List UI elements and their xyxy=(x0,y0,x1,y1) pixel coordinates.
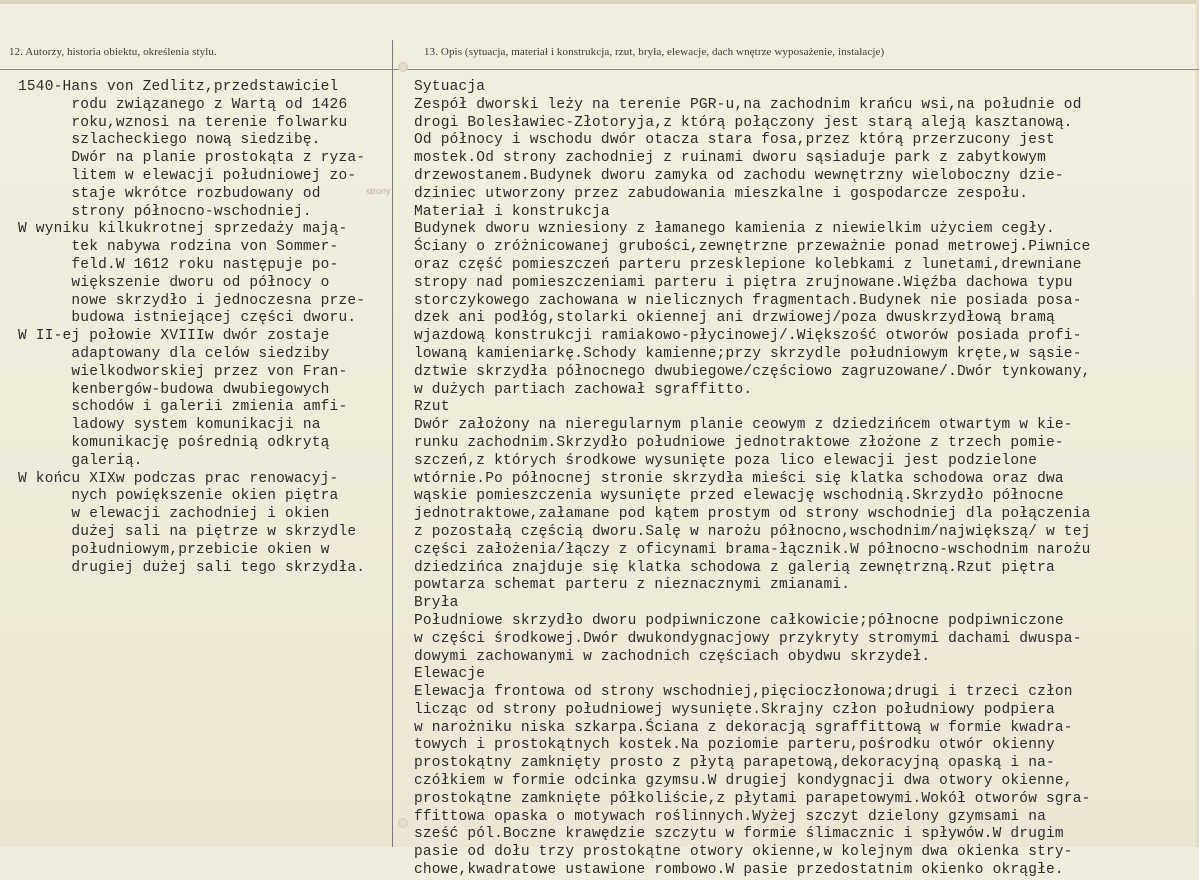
description-text-line: prostokątny zamknięty prosto z płytą parapetową,dekoracyjną opaską i na- xyxy=(414,755,1055,772)
description-text-line: mostek.Od strony zachodniej z ruinami dworu sąsiaduje park z zabytkowym xyxy=(414,150,1047,167)
history-text-line: nych powiększenie okien piętra xyxy=(18,488,339,505)
description-text-line: wjazdową konstrukcji ramiakowo-płycinowej/.Większość otworów posiada profi- xyxy=(414,328,1082,345)
description-text-line: czółkiem w formie odcinka gzymsu.W drugiej kondygnacji dwa otwory okienne, xyxy=(414,773,1073,790)
description-text-line: drzewostanem.Budynek dworu zamyka od zachodu wewnętrzny wieloboczny dzie- xyxy=(414,167,1064,184)
description-text-line: z pozostałą częścią dworu.Salę w narożu północno,wschodnim/największą/ w tej xyxy=(414,523,1091,540)
history-text-line: litem w elewacji południowej zo- xyxy=(18,167,357,184)
description-text-line: Elewacje xyxy=(414,666,486,683)
history-text-line: rodu związanego z Wartą od 1426 xyxy=(18,96,348,113)
history-text-line: strony północno-wschodniej. xyxy=(18,203,312,220)
sheet-top-edge xyxy=(0,0,1199,4)
description-text-line: Elewacja frontowa od strony wschodniej,pięcioczłonowa;drugi i trzeci człon xyxy=(414,684,1073,701)
history-text-line: południowym,przebicie okien w xyxy=(18,541,330,558)
description-text-line: Sytuacja xyxy=(414,79,486,95)
history-text-line: ladowy system komunikacji na xyxy=(18,417,321,434)
description-text-line: wtórnie.Po północnej stronie skrzydła mieści się klatka schodowa oraz dwa xyxy=(414,470,1064,487)
description-text-line: drogi Bolesławiec-Złotoryja,z którą połączony jest starą aleją kasztanową. xyxy=(414,114,1073,131)
history-text-line: tek nabywa rodzina von Sommer- xyxy=(18,239,339,256)
history-text-line: W wyniku kilkukrotnej sprzedaży mają- xyxy=(18,221,348,238)
history-text-line: nowe skrzydło i jednoczesna prze- xyxy=(18,292,366,309)
header-divider xyxy=(0,69,1199,70)
description-text-line: Materiał i konstrukcja xyxy=(414,203,610,220)
description-text-line: stropy nad pomieszczeniami parteru i piętra zrujnowane.Więźba dachowa typu xyxy=(414,274,1073,291)
description-text-line: licząc od strony południowej wysunięte.Skrajny człon południowy podpiera xyxy=(414,701,1055,718)
description-text-column xyxy=(414,79,1197,880)
history-text-line: większenie dworu od północy o xyxy=(18,274,330,291)
description-text-line: dziniec utworzony przez zabudowania mieszkalne i gospodarcze zespołu. xyxy=(414,185,1029,202)
description-text-line: sześć pól.Boczne krawędzie szczytu w formie ślimacznic i spływów.W drugim xyxy=(414,826,1064,843)
description-text-line: Ściany o zróżnicowanej grubości,zewnętrzne przeważnie ponad metrowej.Piwnice xyxy=(414,239,1091,256)
history-text-line: W końcu XIXw podczas prac renowacyj- xyxy=(18,470,339,487)
history-text-line: kenbergów-budowa dwubiegowych xyxy=(18,381,330,398)
description-text-line: Dwór założony na nieregularnym planie ceowym z dziedzińcem otwartym w kie- xyxy=(414,417,1073,434)
history-text-line: W II-ej połowie XVIIIw dwór zostaje xyxy=(18,328,330,345)
description-text-line: Bryła xyxy=(414,595,459,612)
section-13-header: 13. Opis (sytuacja, materiał i konstrukcja, rzut, bryła, elewacje, dach wnętrze wyposażenie, instalacje) xyxy=(424,46,885,58)
description-text-line: oraz część pomieszczeń parteru przesklepione kolebkami z lunetami,drewniane xyxy=(414,256,1082,273)
description-text-line: Rzut xyxy=(414,399,450,416)
history-text-line: drugiej dużej sali tego skrzydła. xyxy=(18,559,366,576)
description-text-line: szczeń,z których środkowe wysunięte poza lico elewacji jest podzielone xyxy=(414,452,1038,469)
description-text-line: pasie od dołu trzy prostokątne otwory okienne,w kolejnym dwa okienka stry- xyxy=(414,844,1073,861)
description-text-line: storczykowego zachowana w nielicznych fragmentach.Budynek nie posiada posa- xyxy=(414,292,1082,309)
history-text-line: roku,wznosi na terenie folwarku xyxy=(18,114,348,131)
description-text-line: w części środkowej.Dwór dwukondygnacjowy przykryty stromymi dachami dwuspa- xyxy=(414,630,1082,647)
description-text-line: w dużych partiach zachował sgraffitto. xyxy=(414,381,753,398)
pencil-note: strony xyxy=(365,185,391,197)
history-text-line: szlacheckiego nową siedzibę. xyxy=(18,132,321,149)
description-text-line: dziedzińca znajduje się klatka schodowa z galerią zewnętrzną.Rzut piętra xyxy=(414,559,1055,576)
description-text-line: jednotraktowe,załamane pod kątem prostym od strony wschodniej dla połączenia xyxy=(414,506,1091,523)
description-text-line: dztwie skrzydła północnego dwubiegowe/częściowo zagruzowane/.Dwór tynkowany, xyxy=(414,363,1091,380)
history-text-line: 1540-Hans von Zedlitz,przedstawiciel xyxy=(18,79,339,95)
description-text-line: ffittowa opaska o motywach roślinnych.Wyżej szczyt dzielony gzymsami na xyxy=(414,808,1047,825)
description-text-line: lowaną kamieniarkę.Schody kamienne;przy skrzydle południowym kręte,w sąsie- xyxy=(414,345,1082,362)
history-text-line: komunikację pośrednią odkrytą xyxy=(18,434,330,451)
description-text-line: w narożniku niska szkarpa.Ściana z dekoracją sgraffittową w formie kwadra- xyxy=(414,719,1073,736)
history-text-column xyxy=(18,79,390,577)
description-text-line: Zespół dworski leży na terenie PGR-u,na zachodnim krańcu wsi,na południe od xyxy=(414,96,1082,113)
history-text-line: adaptowany dla celów siedziby xyxy=(18,345,330,362)
column-divider xyxy=(392,40,393,847)
description-text-line: wąskie pomieszczenia wysunięte przed elewację wschodnią.Skrzydło północne xyxy=(414,488,1064,505)
section-12-header: 12. Autorzy, historia obiektu, określenia stylu. xyxy=(9,46,217,58)
punch-hole xyxy=(398,62,408,72)
history-text-line: Dwór na planie prostokąta z ryza- xyxy=(18,150,366,167)
history-text-line: feld.W 1612 roku następuje po- xyxy=(18,256,339,273)
description-text-line: towych i prostokątnych kostek.Na poziomie parteru,pośrodku otwór okienny xyxy=(414,737,1055,754)
description-text-line: dzek ani podłóg,stolarki okiennej ani drzwiowej/poza dwuskrzydłową bramą xyxy=(414,310,1055,327)
history-text-line: budowa istniejącej części dworu. xyxy=(18,310,357,327)
history-text-line: wielkodworskiej przez von Fran- xyxy=(18,363,348,380)
description-text-line: chowe,kwadratowe ustawione rombowo.W pasie przedostatnim okienko okrągłe. xyxy=(414,862,1064,879)
history-text-line: galerią. xyxy=(18,452,143,469)
punch-hole xyxy=(398,818,408,828)
description-text-line: powtarza schemat parteru z nieznacznymi zmianami. xyxy=(414,577,851,594)
description-text-line: runku zachodnim.Skrzydło południowe jednotraktowe złożone z trzech pomie- xyxy=(414,434,1064,451)
description-text-line: Budynek dworu wzniesiony z łamanego kamienia z niewielkim użyciem cegły. xyxy=(414,221,1055,238)
description-text-line: Południowe skrzydło dworu podpiwniczone całkowicie;północne podpiwniczone xyxy=(414,612,1064,629)
history-text-line: staje wkrótce rozbudowany od xyxy=(18,185,321,202)
description-text-line: części założenia/łączy z oficynami brama-łącznik.W północno-wschodnim narożu xyxy=(414,541,1091,558)
description-text-line: dowymi zachowanymi w zachodnich częściach obydwu skrzydeł. xyxy=(414,648,931,665)
description-text-line: prostokątne zamknięte półkoliście,z płytami parapetowymi.Wokół otworów sgra- xyxy=(414,790,1091,807)
description-text-line: Od północy i wschodu dwór otacza stara fosa,przez którą przerzucony jest xyxy=(414,132,1055,149)
history-text-line: dużej sali na piętrze w skrzydle xyxy=(18,523,357,540)
history-text-line: schodów i galerii zmienia amfi- xyxy=(18,399,348,416)
history-text-line: w elewacji zachodniej i okien xyxy=(18,506,330,523)
